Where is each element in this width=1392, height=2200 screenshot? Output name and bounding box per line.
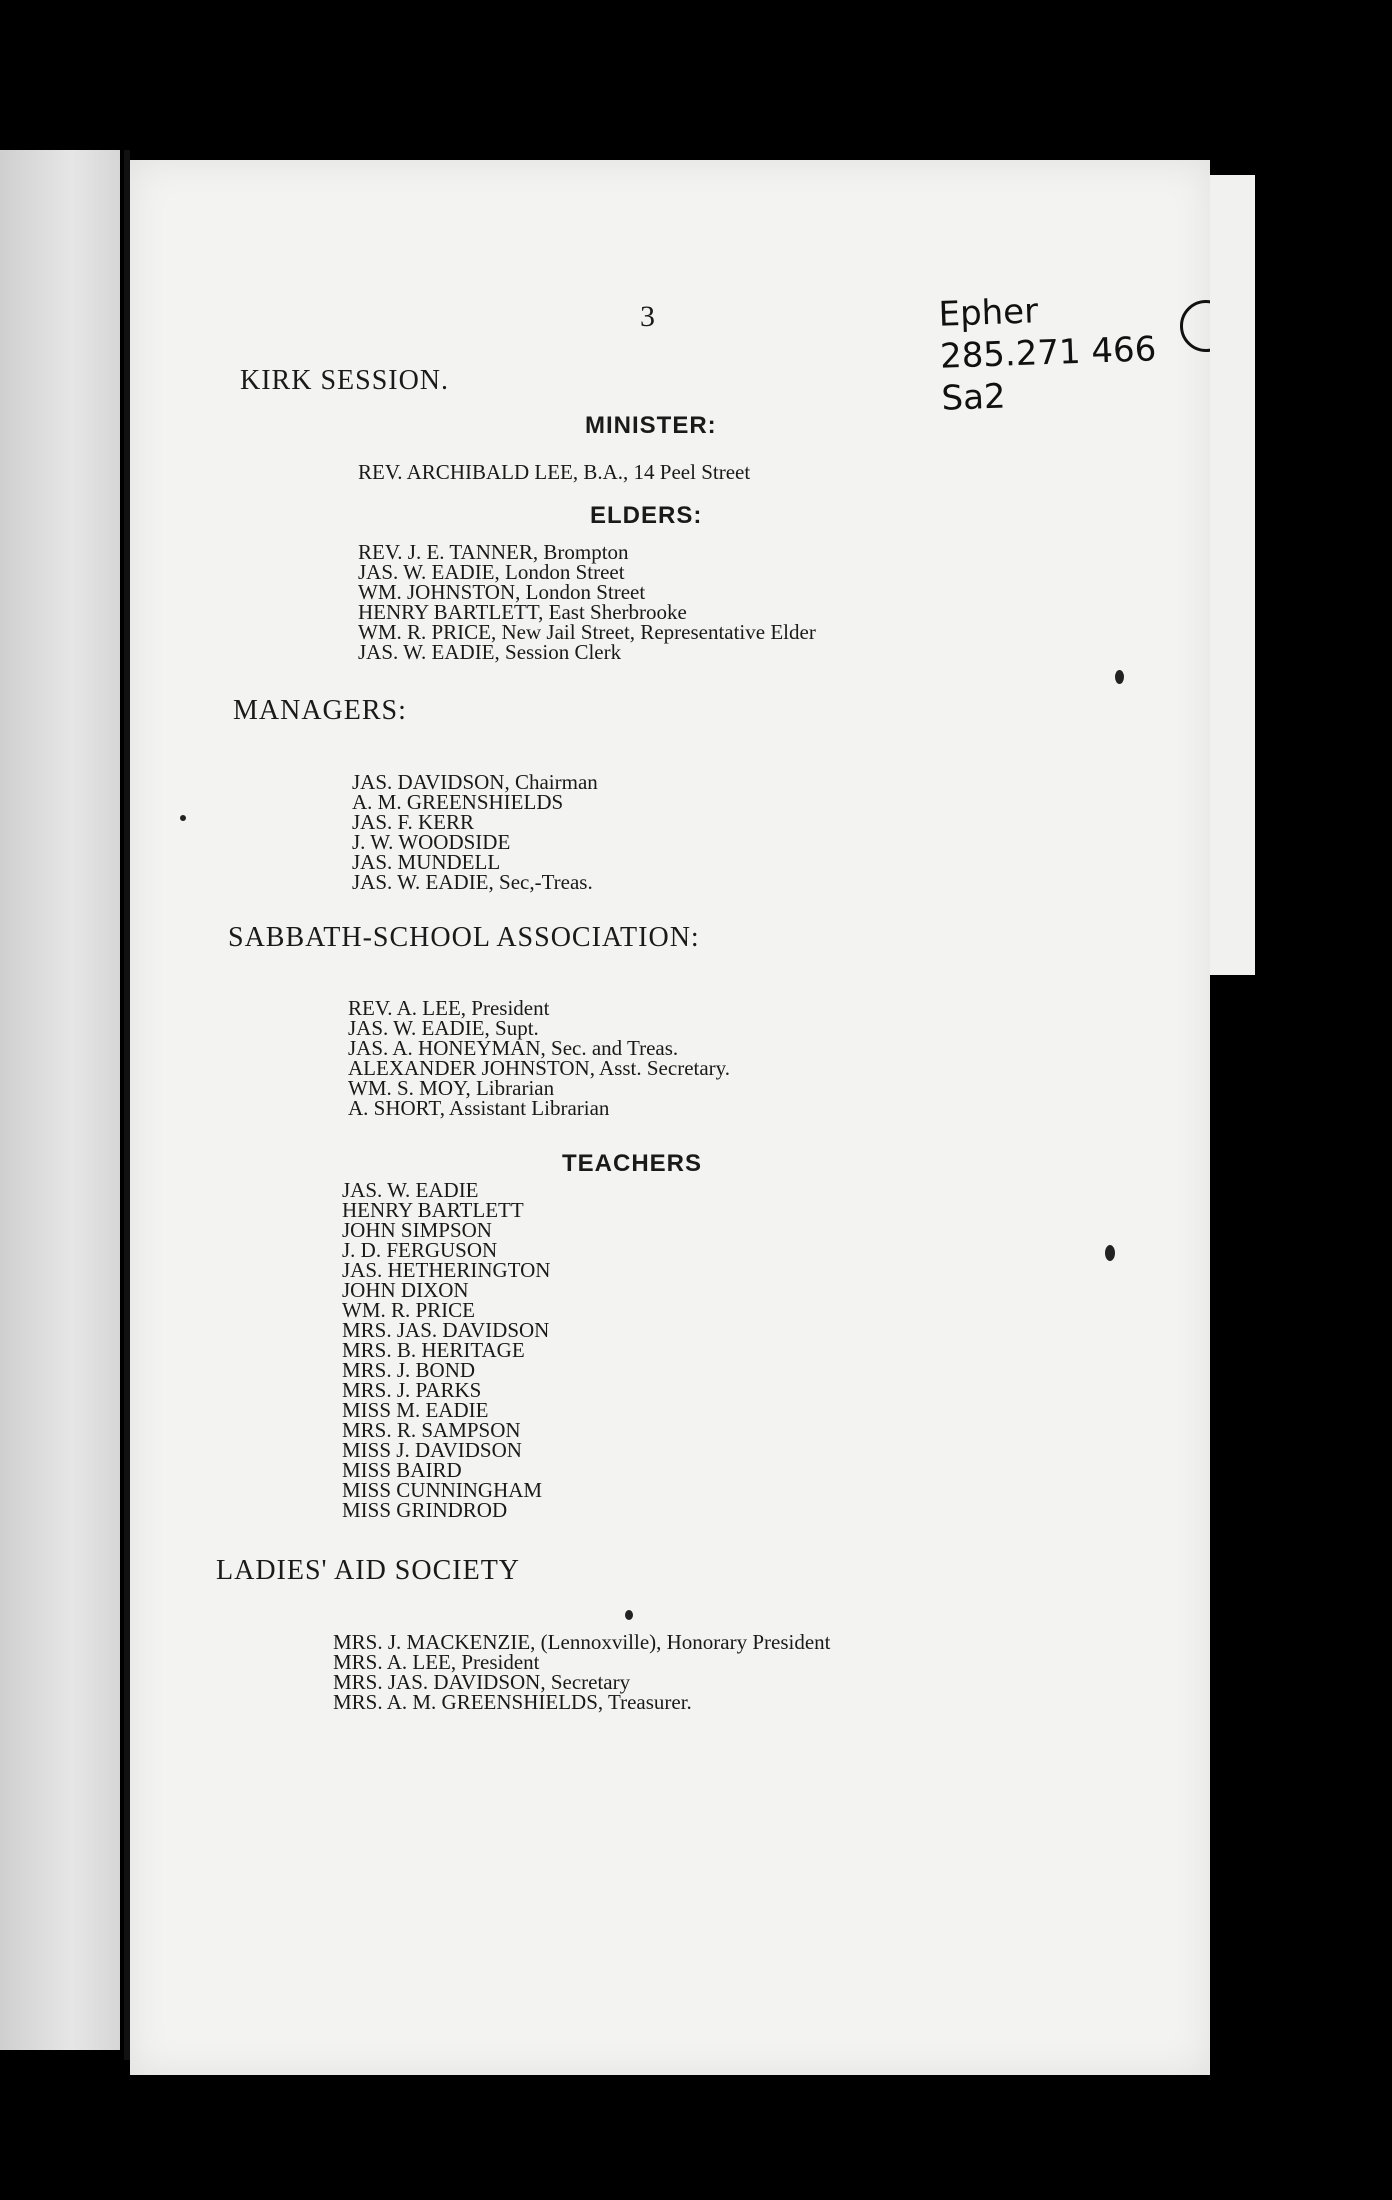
teachers-label: TEACHERS (562, 1150, 703, 1177)
officer-entry: WM. S. MOY, Librarian (348, 1076, 555, 1100)
manager-entry: JAS. F. KERR (352, 810, 475, 834)
elder-entry: HENRY BARTLETT, East Sherbrooke (358, 600, 687, 624)
teacher-entry: MRS. J. PARKS (342, 1378, 482, 1402)
sabbath-school-officers (348, 998, 730, 1118)
teacher-entry: MRS. J. BOND (342, 1358, 476, 1382)
manager-entry: J. W. WOODSIDE (352, 830, 511, 854)
teacher-entry: J. D. FERGUSON (342, 1238, 498, 1262)
ladies-aid-list (333, 1632, 831, 1712)
ladies-aid-entry: MRS. A. LEE, President (333, 1650, 540, 1674)
teacher-entry: MRS. R. SAMPSON (342, 1418, 521, 1442)
elders-list (358, 542, 816, 662)
elder-entry: WM. JOHNSTON, London Street (358, 580, 646, 604)
teacher-entry: MISS CUNNINGHAM (342, 1478, 543, 1502)
ink-speck (625, 1610, 633, 1620)
manager-entry: JAS. MUNDELL (352, 850, 501, 874)
teacher-entry: MRS. B. HERITAGE (342, 1338, 525, 1362)
manager-entry: A. M. GREENSHIELDS (352, 790, 564, 814)
circle-mark-icon (1180, 300, 1210, 352)
officer-entry: REV. A. LEE, President (348, 996, 550, 1020)
teacher-entry: JOHN DIXON (342, 1278, 469, 1302)
sabbath-school-heading: SABBATH-SCHOOL ASSOCIATION: (228, 922, 700, 953)
minister-label: MINISTER: (585, 412, 717, 439)
teacher-entry: MISS M. EADIE (342, 1398, 489, 1422)
officer-entry: JAS. W. EADIE, Supt. (348, 1016, 539, 1040)
teacher-entry: MRS. JAS. DAVIDSON (342, 1318, 550, 1342)
officer-entry: A. SHORT, Assistant Librarian (348, 1096, 610, 1120)
annotation-line: Epher (937, 291, 1039, 335)
teacher-entry: JOHN SIMPSON (342, 1218, 492, 1242)
document-page (130, 160, 1210, 2075)
teacher-entry: WM. R. PRICE (342, 1298, 476, 1322)
handwritten-catalog-annotation (938, 286, 1159, 419)
ladies-aid-entry: MRS. JAS. DAVIDSON, Secretary (333, 1670, 631, 1694)
ink-speck (180, 815, 186, 821)
teacher-entry: HENRY BARTLETT (342, 1198, 524, 1222)
officer-entry: JAS. A. HONEYMAN, Sec. and Treas. (348, 1036, 679, 1060)
ladies-aid-entry: MRS. J. MACKENZIE, (Lennoxville), Honorary President (333, 1630, 831, 1654)
adjacent-page-edge (0, 150, 120, 2050)
teacher-entry: MISS GRINDROD (342, 1498, 508, 1522)
teacher-entry: JAS. W. EADIE (342, 1178, 479, 1202)
manager-entry: JAS. W. EADIE, Sec,-Treas. (352, 870, 593, 894)
teachers-list (342, 1180, 550, 1520)
ink-speck (1105, 1245, 1115, 1261)
teacher-entry: MISS J. DAVIDSON (342, 1438, 522, 1462)
teacher-entry: JAS. HETHERINGTON (342, 1258, 551, 1282)
manager-entry: JAS. DAVIDSON, Chairman (352, 770, 598, 794)
officer-entry: ALEXANDER JOHNSTON, Asst. Secretary. (348, 1056, 731, 1080)
elder-entry: WM. R. PRICE, New Jail Street, Representative Elder (358, 620, 816, 644)
elder-entry: REV. J. E. TANNER, Brompton (358, 540, 629, 564)
elder-entry: JAS. W. EADIE, London Street (358, 560, 625, 584)
annotation-line: 285.271 466 (939, 329, 1157, 377)
kirk-session-heading: KIRK SESSION. (240, 365, 450, 396)
managers-heading: MANAGERS: (233, 695, 407, 726)
annotation-line: Sa2 (940, 376, 1007, 419)
managers-list (352, 772, 598, 892)
ink-speck (1115, 670, 1124, 684)
elders-label: ELDERS: (590, 502, 703, 529)
page-number: 3 (640, 300, 655, 333)
ladies-aid-heading: LADIES' AID SOCIETY (216, 1555, 521, 1586)
elder-entry: JAS. W. EADIE, Session Clerk (358, 640, 622, 664)
ladies-aid-entry: MRS. A. M. GREENSHIELDS, Treasurer. (333, 1690, 692, 1714)
teacher-entry: MISS BAIRD (342, 1458, 462, 1482)
minister-entry: REV. ARCHIBALD LEE, B.A., 14 Peel Street (358, 460, 751, 484)
